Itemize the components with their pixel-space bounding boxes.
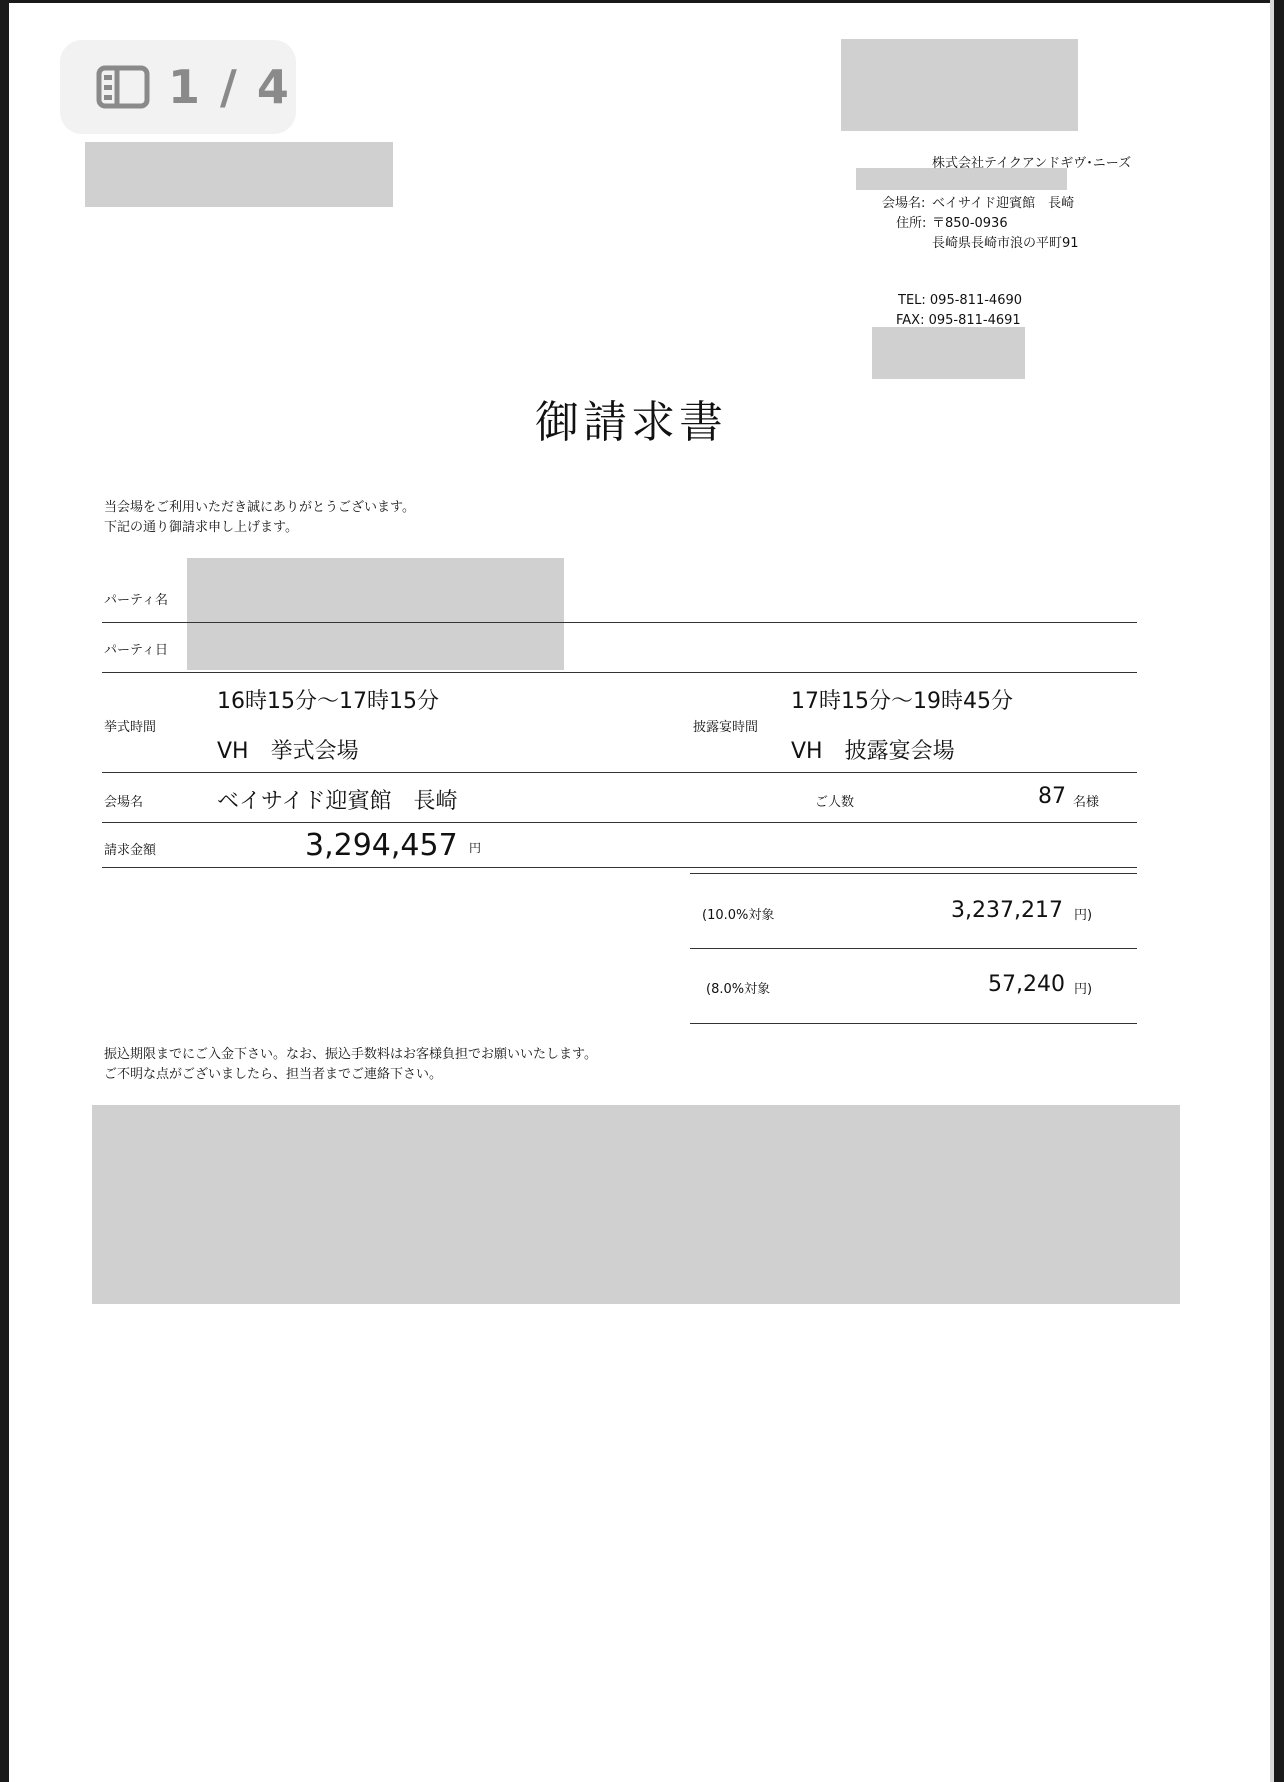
company-name: 株式会社テイクアンドギヴ･ニーズ <box>932 156 1132 171</box>
company-fax: FAX: 095-811-4691 <box>896 313 1021 328</box>
venue-value: ベイサイド迎賓館 長崎 <box>217 789 458 814</box>
redacted-recipient <box>85 142 393 207</box>
page-indicator[interactable] <box>60 40 296 134</box>
table-rule <box>102 867 1137 868</box>
table-rule <box>102 672 1137 673</box>
reception-time-label: 披露宴時間 <box>693 720 759 735</box>
redacted-stamp <box>872 327 1025 379</box>
guests-unit: 名様 <box>1073 795 1100 810</box>
company-tel: TEL: 095-811-4690 <box>898 293 1023 308</box>
company-venue-label: 会場名: <box>882 196 926 211</box>
ceremony-time: 16時15分〜17時15分 <box>217 689 439 714</box>
guests-label: ご人数 <box>815 795 855 810</box>
redacted-logo <box>841 39 1078 131</box>
party-date-label: パーティ日 <box>104 643 168 658</box>
table-rule <box>102 772 1137 773</box>
document-title: 御請求書 <box>535 397 727 448</box>
venue-label: 会場名 <box>104 795 144 810</box>
tax-8-label: (8.0%対象 <box>706 982 771 997</box>
table-rule <box>102 622 1137 623</box>
page-count: 1 / 4 <box>168 60 291 114</box>
greeting-line-1: 当会場をご利用いただき誠にありがとうございます。 <box>104 500 415 515</box>
note-line-1: 振込期限までにご入金下さい。なお、振込手数料はお客様負担でお願いいたします。 <box>104 1047 597 1062</box>
tax-table-rule <box>690 1023 1137 1024</box>
viewer-frame-left <box>0 0 9 1782</box>
tax-table-rule <box>690 948 1137 949</box>
tax-8-unit: 円) <box>1074 982 1093 997</box>
redacted-footer-block <box>92 1105 1180 1304</box>
redacted-party-info <box>187 558 564 670</box>
party-name-label: パーティ名 <box>104 593 168 608</box>
company-address: 長崎県長崎市浪の平町91 <box>932 236 1079 251</box>
tax-table-top-rule <box>690 873 1137 874</box>
ceremony-place: VH 挙式会場 <box>217 739 359 764</box>
amount-value: 3,294,457 <box>305 828 458 863</box>
guests-value: 87 <box>1038 784 1066 809</box>
tax-10-label: (10.0%対象 <box>702 908 775 923</box>
table-rule <box>102 822 1137 823</box>
note-line-2: ご不明な点がございましたら、担当者までご連絡下さい。 <box>104 1067 443 1082</box>
tax-10-value: 3,237,217 <box>951 898 1063 923</box>
greeting-line-2: 下記の通り御請求申し上げます。 <box>104 520 298 535</box>
ceremony-time-label: 挙式時間 <box>104 720 157 735</box>
tax-8-value: 57,240 <box>988 972 1065 997</box>
reception-time: 17時15分〜19時45分 <box>791 689 1013 714</box>
viewer-frame-right <box>1274 0 1284 1782</box>
reception-place: VH 披露宴会場 <box>791 739 955 764</box>
pages-icon <box>96 65 150 109</box>
redacted-company-line <box>856 168 1067 190</box>
company-venue-value: ベイサイド迎賓館 長崎 <box>932 196 1075 211</box>
company-address-label: 住所: <box>896 216 927 231</box>
amount-label: 請求金額 <box>104 843 157 858</box>
tax-10-unit: 円) <box>1074 908 1093 923</box>
company-postal: 〒850-0936 <box>932 216 1008 231</box>
viewer-frame-top <box>0 0 1284 3</box>
amount-unit: 円 <box>469 841 482 855</box>
